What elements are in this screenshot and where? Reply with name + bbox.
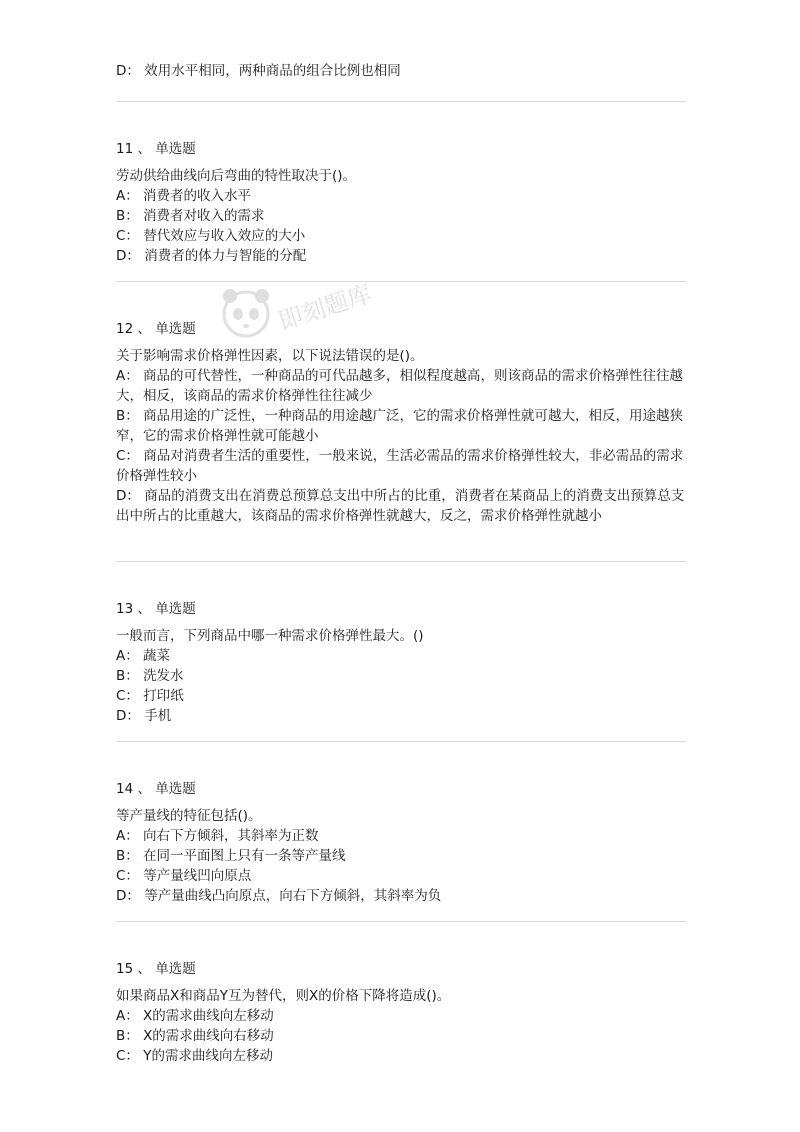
option-letter: C： — [116, 868, 139, 884]
option-text: Y的需求曲线向左移动 — [143, 1048, 273, 1064]
option-letter: C： — [116, 1048, 139, 1064]
option-d — [116, 706, 686, 726]
option-text: X的需求曲线向左移动 — [143, 1008, 274, 1024]
question-type: 单选题 — [155, 321, 196, 337]
option-text: 商品的消费支出在消费总预算总支出中所占的比重，消费者在某商品上的消费支出预算总支出中所占的比重越大，该商品的需求价格弹性就越大，反之，需求价格弹性就越小 — [116, 488, 685, 524]
option-d — [116, 246, 686, 266]
question-13 — [116, 599, 686, 726]
question-header — [116, 959, 686, 979]
option-text: 商品的可代替性，一种商品的可代品越多，相似程度越高，则该商品的需求价格弹性往往越大，相反，该商品的需求价格弹性往往减少 — [116, 368, 684, 404]
question-12 — [116, 319, 686, 526]
question-stem: 劳动供给曲线向后弯曲的特性取决于()。 — [116, 168, 357, 184]
option-letter: D： — [116, 63, 140, 79]
option-text: 消费者的收入水平 — [143, 188, 252, 204]
option-c — [116, 1046, 686, 1066]
option-letter: B： — [116, 1028, 139, 1044]
option-letter: A： — [116, 1008, 139, 1024]
option-letter: D： — [116, 488, 140, 504]
option-a — [116, 366, 686, 406]
option-letter: A： — [116, 828, 139, 844]
option-b — [116, 846, 686, 866]
question-14 — [116, 779, 686, 906]
divider — [116, 281, 686, 282]
option-text: 手机 — [144, 708, 172, 724]
question-number: 12 、 — [116, 321, 151, 337]
divider — [116, 561, 686, 562]
option-c — [116, 446, 686, 486]
option-c — [116, 686, 686, 706]
question-number: 14 、 — [116, 781, 151, 797]
question-number: 13 、 — [116, 601, 151, 617]
option-a — [116, 1006, 686, 1026]
option-b — [116, 666, 686, 686]
option-letter: B： — [116, 208, 139, 224]
option-letter: A： — [116, 188, 139, 204]
option-b — [116, 406, 686, 446]
option-c — [116, 866, 686, 886]
option-letter: B： — [116, 848, 139, 864]
option-letter: C： — [116, 448, 139, 464]
option-letter: A： — [116, 368, 139, 384]
option-text: 消费者的体力与智能的分配 — [144, 248, 307, 264]
option-b — [116, 1026, 686, 1046]
question-number: 15 、 — [116, 961, 151, 977]
option-letter: C： — [116, 228, 139, 244]
watermark-text: 即刻题库 — [275, 282, 376, 336]
question-type: 单选题 — [155, 141, 196, 157]
option-letter: D： — [116, 248, 140, 264]
question-stem: 等产量线的特征包括()。 — [116, 808, 262, 824]
option-text: 商品用途的广泛性，一种商品的用途越广泛，它的需求价格弹性就可越大，相反，用途越狭窄，它的需求价格弹性就可能越小 — [116, 408, 684, 444]
option-b — [116, 206, 686, 226]
option-a — [116, 186, 686, 206]
question-type: 单选题 — [155, 601, 196, 617]
option-text: 等产量线凹向原点 — [143, 868, 252, 884]
option-text: 效用水平相同，两种商品的组合比例也相同 — [144, 63, 401, 79]
option-text: 向右下方倾斜，其斜率为正数 — [143, 828, 319, 844]
option-letter: D： — [116, 708, 140, 724]
option-text: 等产量曲线凸向原点，向右下方倾斜，其斜率为负 — [144, 888, 442, 904]
question-header — [116, 139, 686, 159]
option-text: 洗发水 — [143, 668, 184, 684]
question-type: 单选题 — [155, 781, 196, 797]
option-text: 消费者对收入的需求 — [143, 208, 265, 224]
divider — [116, 921, 686, 922]
option-letter: C： — [116, 688, 139, 704]
option-a — [116, 646, 686, 666]
option-d — [116, 886, 686, 906]
question-type: 单选题 — [155, 961, 196, 977]
option-d — [116, 486, 686, 526]
option-text: 商品对消费者生活的重要性，一般来说，生活必需品的需求价格弹性较大，非必需品的需求价格弹性较小 — [116, 448, 684, 484]
option-text: 蔬菜 — [143, 648, 171, 664]
question-number: 11 、 — [116, 141, 151, 157]
question-stem: 一般而言，下列商品中哪一种需求价格弹性最大。() — [116, 628, 424, 644]
option-text: 替代效应与收入效应的大小 — [143, 228, 306, 244]
option-letter: D： — [116, 888, 140, 904]
option-d-prev-question — [116, 61, 686, 81]
option-text: 在同一平面图上只有一条等产量线 — [143, 848, 346, 864]
option-text: 打印纸 — [143, 688, 184, 704]
question-stem: 如果商品X和商品Y互为替代，则X的价格下降将造成()。 — [116, 988, 451, 1004]
option-letter: B： — [116, 668, 139, 684]
option-letter: A： — [116, 648, 139, 664]
option-c — [116, 226, 686, 246]
option-text: X的需求曲线向右移动 — [143, 1028, 274, 1044]
question-header — [116, 779, 686, 799]
question-15 — [116, 959, 686, 1066]
question-11 — [116, 139, 686, 266]
divider — [116, 741, 686, 742]
question-stem: 关于影响需求价格弹性因素，以下说法错误的是()。 — [116, 348, 424, 364]
question-header — [116, 599, 686, 619]
question-header — [116, 319, 686, 339]
option-letter: B： — [116, 408, 139, 424]
option-a — [116, 826, 686, 846]
divider — [116, 101, 686, 102]
